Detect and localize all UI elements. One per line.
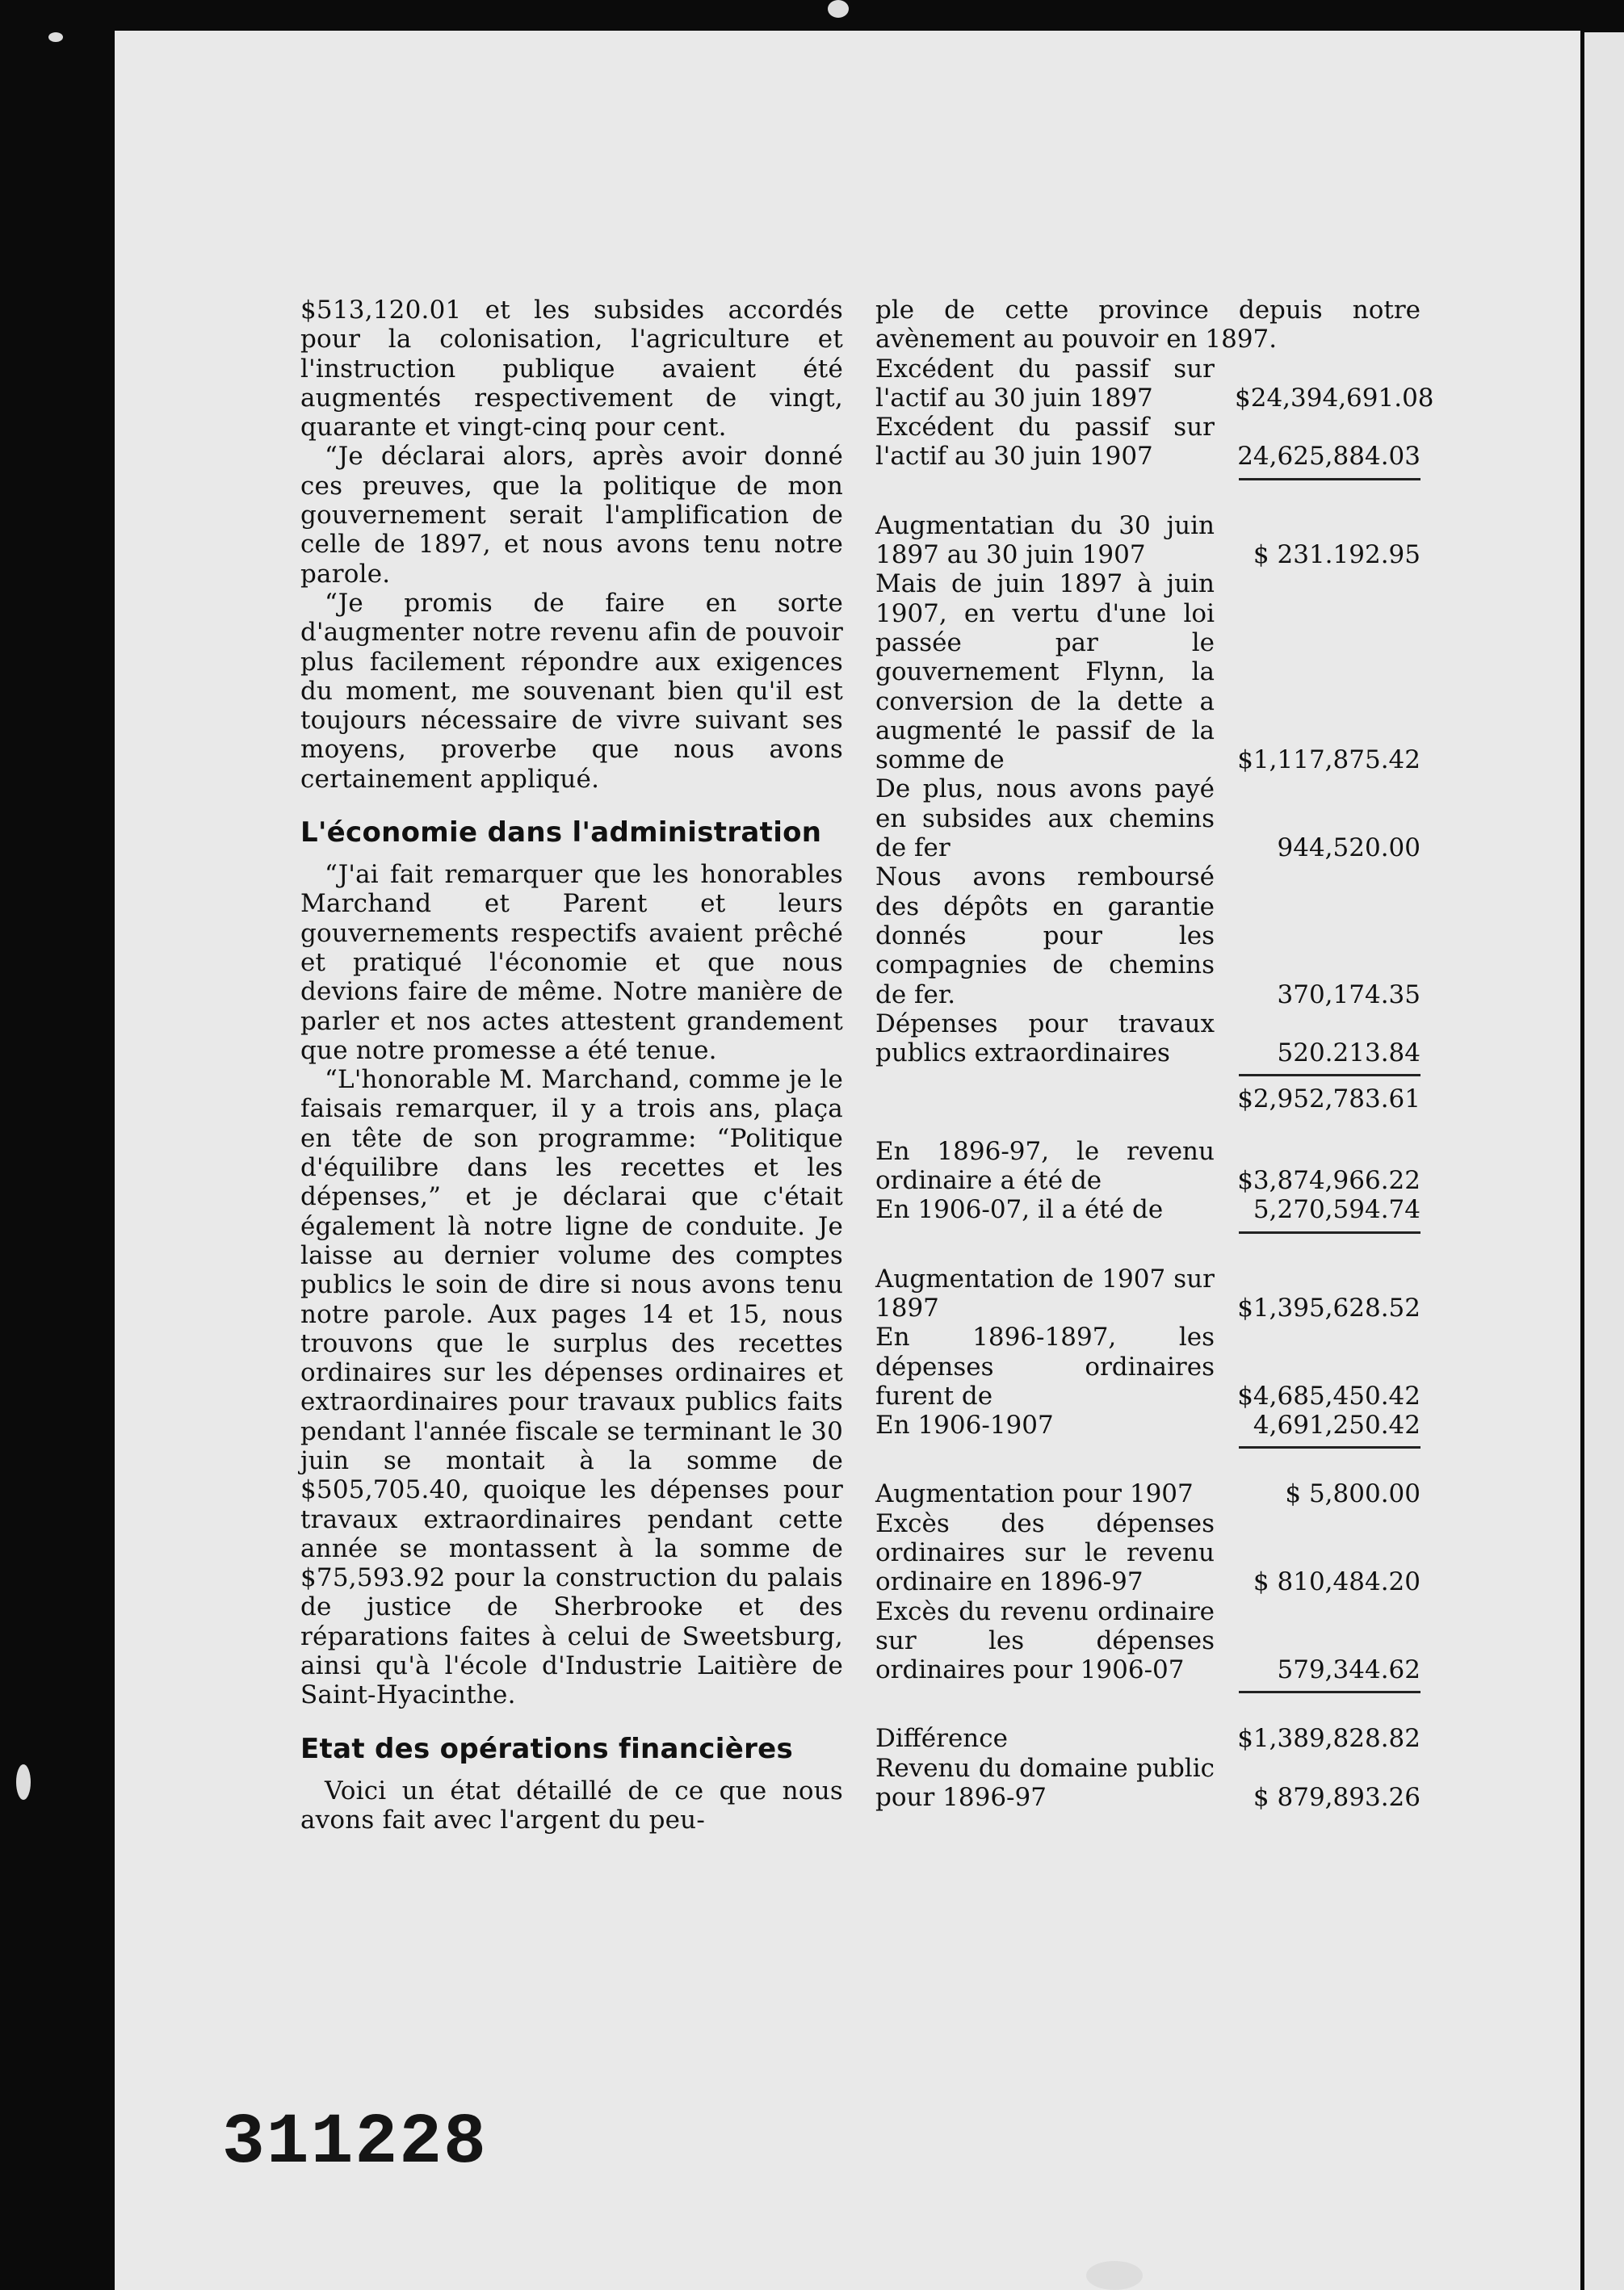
- ledger-entry: [875, 1195, 1420, 1224]
- entry-amount: $1,389,828.82: [1237, 1724, 1420, 1754]
- paragraph: “J'ai fait remarquer que les honorables Marchand et Parent et leurs gouvernements respectifs avaient prêché et pratiqué l'économie et que nous devions faire de même. Notre manière de parler et nos actes attestent grandement que notre promesse a été tenue.: [300, 860, 843, 1065]
- section-heading: Etat des opérations financières: [300, 1732, 794, 1765]
- ledger-entry: [875, 1009, 1420, 1068]
- left-column: [300, 296, 843, 1835]
- ledger-entry: [875, 862, 1420, 1009]
- entry-amount: 24,625,884.03: [1237, 442, 1420, 472]
- ledger-entry: [875, 569, 1420, 774]
- entry-amount: 944,520.00: [1277, 833, 1420, 863]
- ledger-entry: [875, 1479, 1420, 1508]
- entry-amount: $1,117,875.42: [1237, 745, 1420, 775]
- paragraph: “Je déclarai alors, après avoir donné ces preuves, que la politique de mon gouvernement serait l'amplification de celle de 1897, et nous avons tenu notre parole.: [300, 442, 843, 589]
- sum-rule: [1239, 1074, 1420, 1076]
- entry-text: Mais de juin 1897 à juin 1907, en vertu d'une loi passée par le gouvernement Flynn, la conversion de la dette a augmenté le passif de la somme de: [875, 569, 1215, 775]
- entry-text: Excédent du passif sur l'actif au 30 juin 1897: [875, 354, 1215, 413]
- paragraph: “L'honorable M. Marchand, comme je le faisais remarquer, il y a trois ans, plaça en tête de son programme: “Politique d'équilibre dans les recettes et les dépenses,” et je déclarai que c'était également là notre ligne de conduite. Je laisse au dernier volume des comptes publics le soin de dire si nous avons tenu notre parole. Aux pages 14 et 15, nous trouvons que le surplus des recettes ordinaires sur les dépenses ordinaires et extraordinaires pour travaux publics faits pendant l'année fiscale se terminant le 30 juin se montait à la somme de $505,705.40, quoique les dépenses pour travaux extraordinaires pendant cette année se montassent à la somme de $75,593.92 pour la construction du palais de justice de Sherbrooke et des réparations faites à celui de Sweetsburg, ainsi qu'à l'école d'Industrie Laitière de Saint-Hyacinthe.: [300, 1065, 843, 1710]
- entry-amount: $1,395,628.52: [1237, 1293, 1420, 1323]
- ledger-entry: [875, 1724, 1420, 1753]
- entry-text: Différence: [875, 1724, 1008, 1754]
- ledger-entry: [875, 1323, 1420, 1411]
- adjacent-page-edge: [1584, 32, 1624, 2290]
- scan-speck: [48, 32, 63, 42]
- entry-amount: 4,691,250.42: [1253, 1411, 1420, 1441]
- entry-text: En 1906-07, il a été de: [875, 1195, 1164, 1225]
- ledger-entry: [875, 354, 1434, 413]
- entry-text: Dépenses pour travaux publics extraordinaires: [875, 1009, 1215, 1068]
- entry-amount: 579,344.62: [1277, 1655, 1420, 1685]
- entry-text: Excès des dépenses ordinaires sur le revenu ordinaire en 1896-97: [875, 1508, 1215, 1597]
- ledger-total: [875, 1084, 1420, 1114]
- statement-intro: ple de cette province depuis notre avènement au pouvoir en 1897.: [875, 296, 1420, 354]
- sum-rule: [1239, 1691, 1420, 1693]
- entry-text: En 1896-97, le revenu ordinaire a été de: [875, 1136, 1215, 1196]
- ledger-entry: [875, 1509, 1420, 1597]
- entry-amount: $ 5,800.00: [1285, 1479, 1420, 1509]
- entry-text: Augmentatian du 30 juin 1897 au 30 juin 1907: [875, 510, 1215, 570]
- entry-text: Excès du revenu ordinaire sur les dépenses ordinaires pour 1906-07: [875, 1596, 1215, 1685]
- paragraph: “Je promis de faire en sorte d'augmenter notre revenu afin de pouvoir plus facilement répondre aux exigences du moment, me souvenant bien qu'il est toujours nécessaire de vivre suivant ses moyens, proverbe que nous avons certainement appliqué.: [300, 588, 843, 794]
- sum-rule: [1239, 478, 1420, 480]
- entry-amount: $3,874,966.22: [1237, 1166, 1420, 1196]
- entry-amount: $ 231.192.95: [1253, 540, 1420, 570]
- scan-speck: [1086, 2261, 1143, 2290]
- entry-amount: $24,394,691.08: [1235, 383, 1434, 413]
- entry-amount: $ 879,893.26: [1253, 1783, 1420, 1813]
- entry-amount: $2,952,783.61: [1237, 1084, 1420, 1114]
- sum-rule: [1239, 1231, 1420, 1234]
- scan-speck: [16, 1764, 31, 1800]
- ledger-entry: [875, 1597, 1420, 1685]
- section-heading: L'économie dans l'administration: [300, 816, 822, 849]
- entry-amount: 5,270,594.74: [1253, 1195, 1420, 1225]
- financial-statement: [875, 296, 1434, 1813]
- ledger-entry: [875, 1754, 1420, 1813]
- entry-text: Nous avons remboursé des dépôts en garantie donnés pour les compagnies de chemins de fer.: [875, 862, 1215, 1009]
- entry-text: De plus, nous avons payé en subsides aux chemins de fer: [875, 774, 1215, 863]
- entry-text: Revenu du domaine public pour 1896-97: [875, 1753, 1215, 1813]
- ledger-entry: [875, 1265, 1420, 1323]
- entry-amount: 370,174.35: [1277, 979, 1420, 1009]
- entry-amount: $ 810,484.20: [1253, 1567, 1420, 1597]
- entry-text: Augmentation pour 1907: [875, 1479, 1194, 1509]
- entry-amount: 520.213.84: [1277, 1038, 1420, 1068]
- entry-text: En 1906-1907: [875, 1411, 1054, 1441]
- paragraph: $513,120.01 et les subsides accordés pour la colonisation, l'agriculture et l'instruction publique avaient été augmentés respectivement de vingt, quarante et vingt-cinq pour cent.: [300, 296, 843, 442]
- archive-stamp-number: 311228: [222, 2103, 488, 2183]
- entry-amount: $4,685,450.42: [1237, 1381, 1420, 1411]
- ledger-entry: [875, 1137, 1420, 1196]
- paragraph: Voici un état détaillé de ce que nous avons fait avec l'argent du peu-: [300, 1776, 843, 1835]
- ledger-entry: [875, 774, 1420, 862]
- entry-text: Excédent du passif sur l'actif au 30 juin 1907: [875, 413, 1215, 472]
- entry-text: Augmentation de 1907 sur 1897: [875, 1264, 1215, 1323]
- ledger-entry: [875, 413, 1420, 472]
- ledger-entry: [875, 1411, 1420, 1440]
- ledger-entry: [875, 511, 1420, 570]
- entry-text: En 1896-1897, les dépenses ordinaires furent de: [875, 1323, 1215, 1411]
- scan-speck: [828, 0, 849, 18]
- sum-rule: [1239, 1446, 1420, 1449]
